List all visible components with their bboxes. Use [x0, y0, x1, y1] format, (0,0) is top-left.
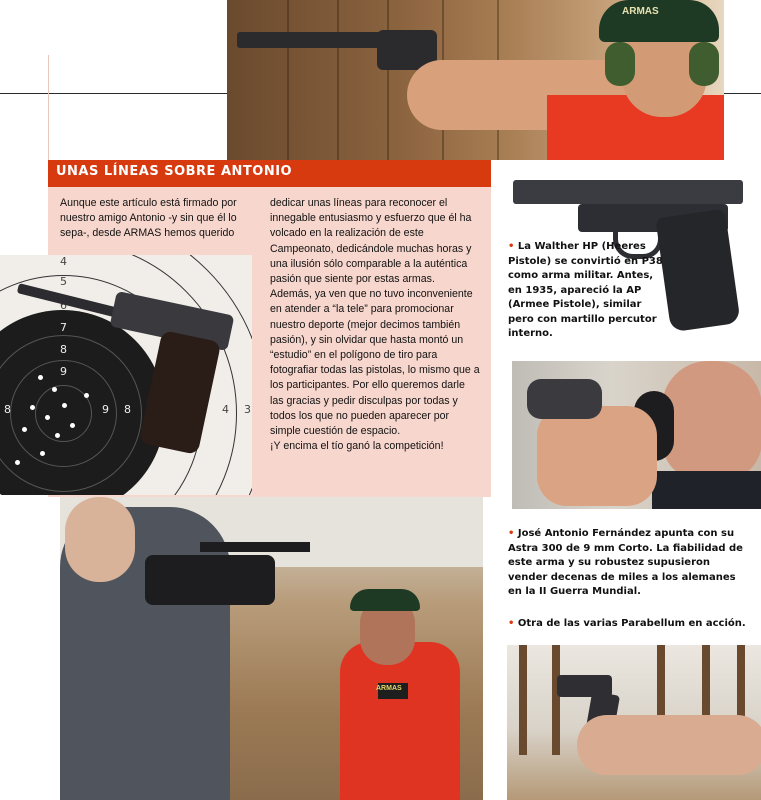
caption-walther-text: La Walther HP (Heeres Pistole) se convirtió en P38 como arma militar. Antes, en 1935, apareció la AP (Armee Pistole), similar pero con martillo percutor interno. [508, 241, 663, 339]
caption-otra [508, 617, 748, 632]
photo-target-luger [0, 255, 252, 495]
cap-logo: ARMAS [622, 6, 659, 17]
shirt-logo: ARMAS [376, 685, 402, 692]
target-number: 8 [124, 403, 131, 416]
top-rule-right [724, 93, 761, 94]
article-paragraph-2: Además, ya ven que no tuvo inconveniente en atender a “la tele” para promocionar nuestro deporte (mejor decimos también pasión), y sin olvidar que hasta montó un “estudio” en el polígono de tiro para fotografiar todas las pistolas, lo mismo que a los participantes. Por ello queremos darle las gracias y pedir disculpas por todas y todos los que no pueden aparecer por simple cuestión de espacio. [270, 288, 480, 438]
target-number: 7 [60, 321, 67, 334]
photo-jose-antonio-aiming [512, 361, 761, 509]
bullet-icon: • [508, 241, 515, 252]
target-number: 3 [244, 403, 251, 416]
article-paragraph-1: dedicar unas líneas para reconocer el innegable entusiasmo y esfuerzo que él ha volcado en la realización de este Campeonato, dedicándole muchas horas y una ilusión sólo comparable a la auténtica pasión que siente por estas armas. [270, 197, 472, 286]
photo-parabellum-action [507, 645, 761, 800]
target-number: 4 [222, 403, 229, 416]
article-column-2 [270, 196, 480, 454]
target-number: 8 [4, 403, 11, 416]
photo-shooter-firing [227, 0, 724, 160]
top-rule-left [0, 93, 227, 94]
caption-otra-text: Otra de las varias Parabellum en acción. [517, 618, 746, 629]
caption-walther [508, 240, 668, 342]
left-margin-line [48, 55, 49, 160]
photo-tv-interview [60, 497, 483, 800]
target-number: 9 [102, 403, 109, 416]
target-number: 9 [60, 365, 67, 378]
sidebar-title: UNAS LÍNEAS SOBRE ANTONIO [56, 164, 293, 179]
bullet-icon: • [508, 618, 515, 629]
caption-jose [508, 527, 748, 600]
caption-jose-text: José Antonio Fernández apunta con su Astra 300 de 9 mm Corto. La fiabilidad de este arma y su robustez supusieron vender decenas de miles a los alemanes en la II Guerra Mundial. [508, 528, 743, 597]
bullet-icon: • [508, 528, 515, 539]
target-number: 4 [60, 255, 67, 268]
article-intro: Aunque este artículo está firmado por nuestro amigo Antonio -y sin que él lo sepa-, desde ARMAS hemos querido [60, 197, 237, 240]
target-number: 5 [60, 275, 67, 288]
article-paragraph-3: ¡Y encima el tío ganó la competición! [270, 440, 444, 453]
target-number: 6 [60, 299, 67, 312]
target-number: 8 [60, 343, 67, 356]
